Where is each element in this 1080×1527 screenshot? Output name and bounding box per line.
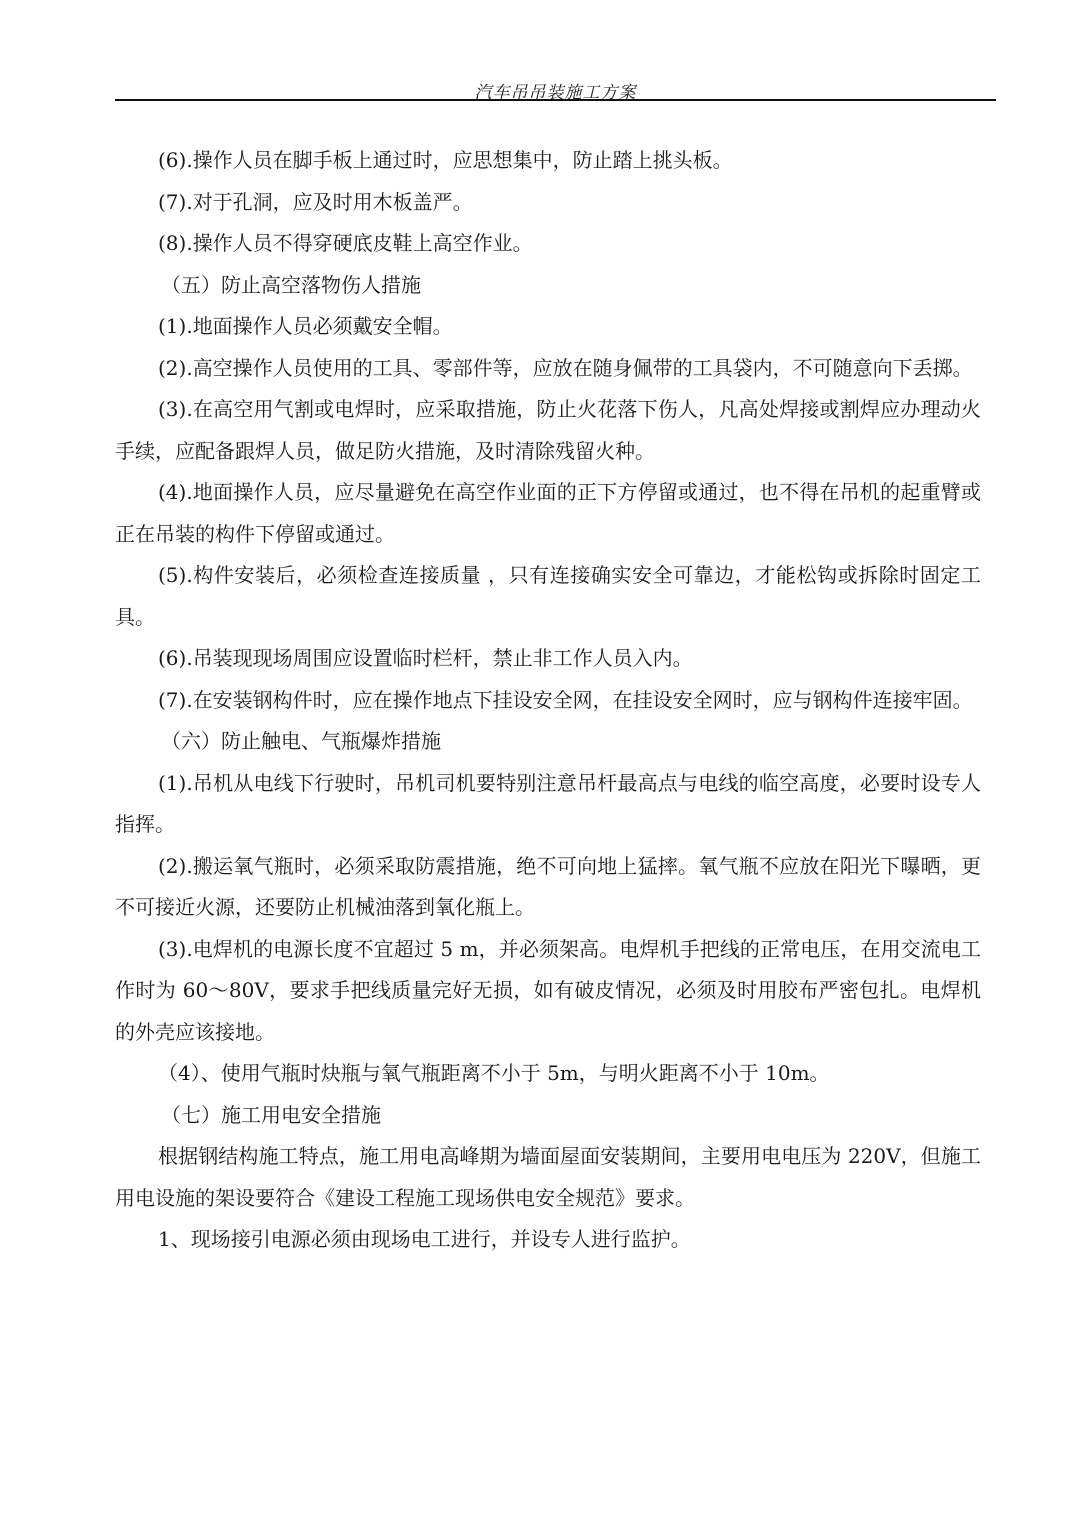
paragraph: （4）、使用气瓶时炔瓶与氧气瓶距离不小于 5m，与明火距离不小于 10m。 xyxy=(158,1061,830,1085)
paragraph: 根据钢结构施工特点，施工用电高峰期为墙面屋面安装期间，主要用电电压为 220V，但施工用电设施的架设要符合《建设工程施工现场供电安全规范》要求。 xyxy=(115,1144,981,1210)
document-body xyxy=(115,140,981,1261)
paragraph: (5).构件安装后，必须检查连接质量 ，只有连接确实安全可靠边，才能松钩或拆除时固定工具。 xyxy=(115,563,981,629)
paragraph: (6).吊装现现场周围应设置临时栏杆，禁止非工作人员入内。 xyxy=(158,646,693,670)
paragraph: (6).操作人员在脚手板上通过时，应思想集中，防止踏上挑头板。 xyxy=(158,148,733,172)
paragraph: (7).对于孔洞，应及时用木板盖严。 xyxy=(158,189,473,214)
paragraph: (3).电焊机的电源长度不宜超过 5 m，并必须架高。电焊机手把线的正常电压，在用交流电工作时为 60～80V，要求手把线质量完好无损，如有破皮情况，必须及时用胶布严密包扎。电焊机的外壳应该接地。 xyxy=(115,936,981,1044)
paragraph: (4).地面操作人员，应尽量避免在高空作业面的正下方停留或通过，也不得在吊机的起重臂或正在吊装的构件下停留或通过。 xyxy=(115,480,981,546)
paragraph: (2).高空操作人员使用的工具、零部件等，应放在随身佩带的工具袋内，不可随意向下丢掷。 xyxy=(158,355,973,380)
paragraph: 1、现场接引电源必须由现场电工进行，并设专人进行监护。 xyxy=(158,1227,691,1251)
section-heading: （五）防止高空落物伤人措施 xyxy=(161,272,421,297)
paragraph: (8).操作人员不得穿硬底皮鞋上高空作业。 xyxy=(158,231,533,255)
paragraph: (7).在安装钢构件时，应在操作地点下挂设安全网，在挂设安全网时，应与钢构件连接牢固。 xyxy=(158,687,973,712)
paragraph: (2).搬运氧气瓶时，必须采取防震措施，绝不可向地上猛摔。氧气瓶不应放在阳光下曝晒，更不可接近火源，还要防止机械油落到氧化瓶上。 xyxy=(115,853,981,919)
paragraph: (1).吊机从电线下行驶时，吊机司机要特别注意吊杆最高点与电线的临空高度，必要时设专人指挥。 xyxy=(115,770,981,836)
section-heading: （七）施工用电安全措施 xyxy=(161,1102,381,1127)
paragraph: (1).地面操作人员必须戴安全帽。 xyxy=(158,314,453,338)
section-heading: （六）防止触电、气瓶爆炸措施 xyxy=(161,729,441,753)
header-divider xyxy=(115,99,996,101)
page-header-title: 汽车吊吊装施工方案 xyxy=(474,83,637,103)
paragraph: (3).在高空用气割或电焊时，应采取措施，防止火花落下伤人，凡高处焊接或割焊应办理动火手续，应配备跟焊人员，做足防火措施，及时清除残留火种。 xyxy=(115,397,981,463)
